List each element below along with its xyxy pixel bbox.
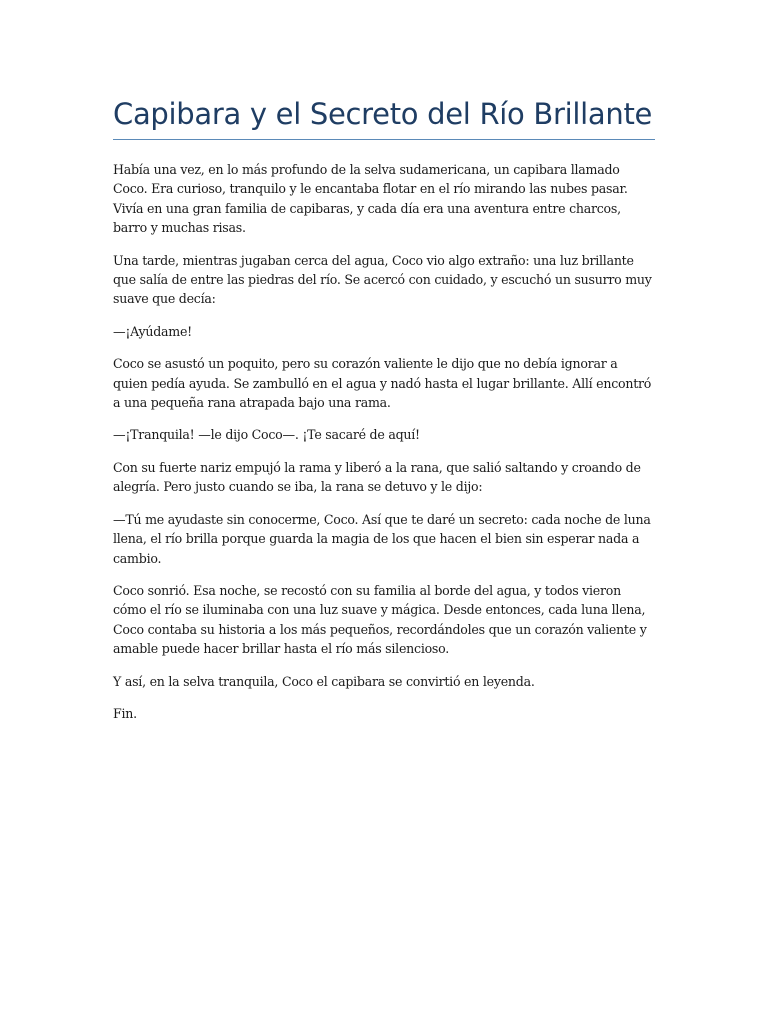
paragraph-8: Coco sonrió. Esa noche, se recostó con su familia al borde del agua, y todos vieron cómo el río se iluminaba con una luz suave y mágica. Desde entonces, cada luna llena, Coco contaba su historia a los más pequeños, recordándoles que un corazón valiente y amable puede hacer brillar hasta el río más silencioso.: [113, 582, 647, 657]
paragraph-10: Fin.: [113, 705, 137, 721]
paragraph-2: Una tarde, mientras jugaban cerca del agua, Coco vio algo extraño: una luz brillante que salía de entre las piedras del río. Se acercó con cuidado, y escuchó un susurro muy suave que decía:: [113, 252, 652, 307]
document-page: [113, 92, 655, 736]
paragraph-6: Con su fuerte nariz empujó la rama y liberó a la rana, que salió saltando y croando de alegría. Pero justo cuando se iba, la rana se detuvo y le dijo:: [113, 459, 641, 495]
paragraph-1: Había una vez, en lo más profundo de la selva sudamericana, un capibara llamado Coco. Era curioso, tranquilo y le encantaba flotar en el río mirando las nubes pasar. Vivía en una gran familia de capibaras, y cada día era una aventura entre charcos, barro y muchas risas.: [113, 162, 628, 236]
paragraph-4: Coco se asustó un poquito, pero su corazón valiente le dijo que no debía ignorar a quien pedía ayuda. Se zambulló en el agua y nadó hasta el lugar brillante. Allí encontró a una pequeña rana atrapada bajo una rama.: [113, 356, 652, 411]
paragraph-9: Y así, en la selva tranquila, Coco el capibara se convirtió en leyenda.: [113, 673, 535, 689]
title-underline: [113, 139, 655, 140]
paragraph-5: —¡Tranquila! —le dijo Coco—. ¡Te sacaré de aquí!: [113, 427, 420, 443]
document-title: Capibara y el Secreto del Río Brillante: [113, 97, 653, 131]
paragraph-3: —¡Ayúdame!: [113, 323, 192, 339]
paragraph-7: —Tú me ayudaste sin conocerme, Coco. Así que te daré un secreto: cada noche de luna llena, el río brilla porque guarda la magia de los que hacen el bien sin esperar nada a cambio.: [113, 511, 651, 566]
